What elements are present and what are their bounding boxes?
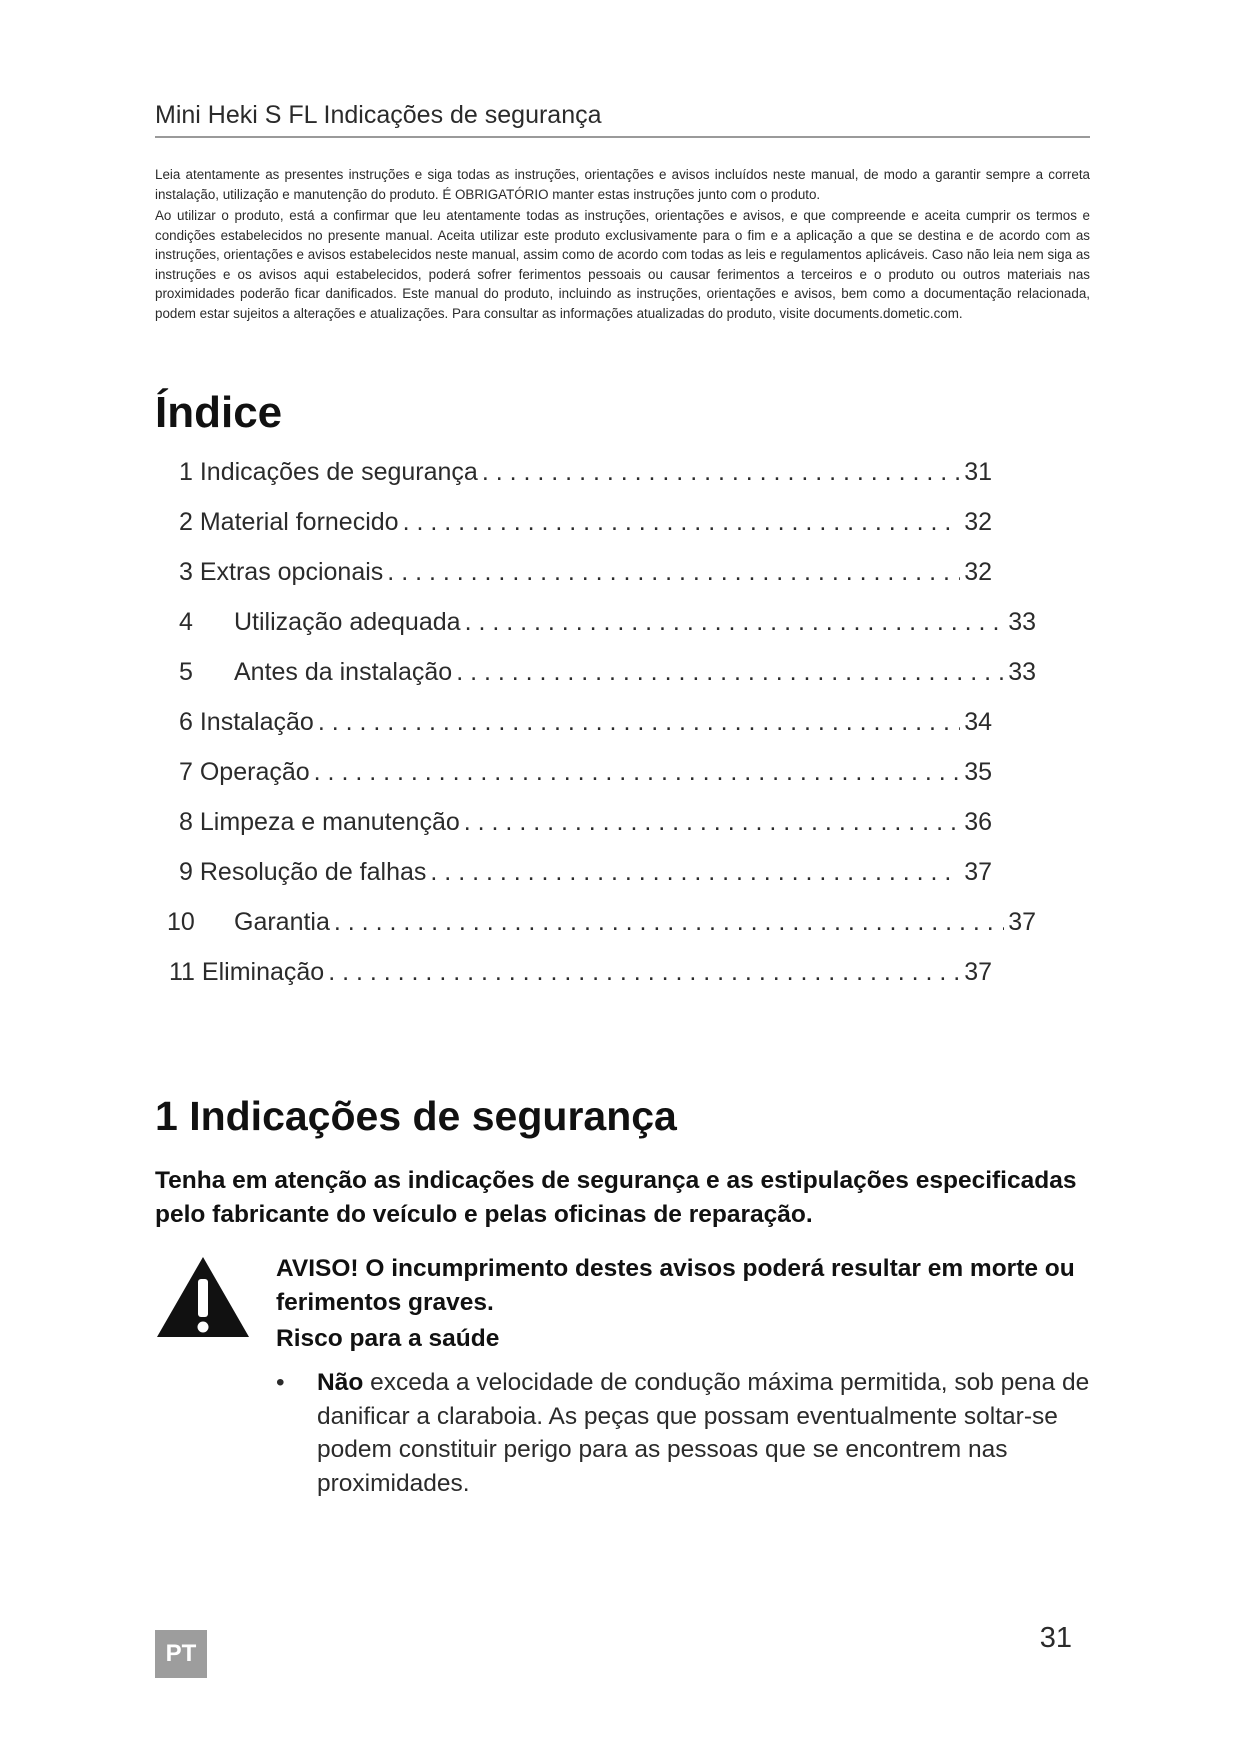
toc-entry-number: 1	[179, 458, 193, 486]
toc-leader-dots	[464, 805, 960, 839]
toc-entry-number: 5	[179, 658, 193, 686]
toc-entry-number: 6	[179, 708, 193, 736]
bullet-emphasis: Não	[317, 1369, 364, 1396]
toc-entry-page: 31	[964, 458, 992, 486]
toc-entry-number: 2	[179, 508, 193, 536]
toc-entry[interactable]	[179, 705, 992, 739]
intro-text	[155, 165, 1090, 325]
toc-leader-dots	[482, 455, 960, 489]
intro-paragraph-1: Leia atentamente as presentes instruções e siga todas as instruções, orientações e avisos incluídos neste manual, de modo a garantir sempre a correta instalação, utilização e manutenção do produto. É OBRIGATÓRIO manter estas instruções junto com o produto.	[155, 167, 1090, 202]
page-number: 31	[1039, 1622, 1072, 1654]
toc-entry-page: 37	[1008, 908, 1036, 936]
toc-entry-label: Garantia	[234, 908, 330, 936]
toc-entry-page: 34	[964, 708, 992, 736]
intro-paragraph-2: Ao utilizar o produto, está a confirmar que leu atentamente todas as instruções, orientações e avisos, e que compreende e aceita cumprir os termos e condições estabelecidos no presente manual. Aceita utilizar este produto exclusivamente para o fim e a aplicação a que se destina e de acordo com as instruções, orientações e avisos estabelecidos neste manual, assim como de acordo com todas as leis e regulamentos aplicáveis. Caso não leia nem siga as instruções e os avisos aqui estabelecidos, poderá sofrer ferimentos pessoais ou causar ferimentos a terceiros e o produto ou outros materiais nas proximidades poderão ficar danificados. Este manual do produto, incluindo as instruções, orientações e avisos, bem como a documentação relacionada, podem estar sujeitos a alterações e atualizações. Para consultar as informações atualizadas do produto, visite documents.dometic.com.	[155, 208, 1090, 321]
toc-entry-label: Instalação	[199, 708, 314, 736]
toc-entry[interactable]	[179, 605, 1036, 639]
toc-title: Índice	[155, 388, 283, 437]
toc-entry[interactable]	[179, 455, 992, 489]
toc-leader-dots	[456, 655, 1004, 689]
toc-leader-dots	[314, 755, 961, 789]
toc-entry-page: 36	[964, 808, 992, 836]
toc-entry-number: 10	[167, 908, 195, 936]
toc-entry-page: 37	[964, 858, 992, 886]
toc-entry-label: Material fornecido	[199, 508, 399, 536]
bullet-text	[317, 1366, 1090, 1500]
warning-triangle-icon	[155, 1255, 251, 1339]
toc-entry-number: 11	[169, 958, 195, 986]
toc-entry[interactable]	[179, 555, 992, 589]
toc-entry-number: 3	[179, 558, 193, 586]
toc-entry-label: Utilização adequada	[234, 608, 461, 636]
bullet-icon: •	[276, 1369, 285, 1396]
toc-entry-label: Antes da instalação	[234, 658, 453, 686]
toc-entry-page: 32	[964, 508, 992, 536]
list-item	[276, 1366, 1090, 1500]
toc-entry-page: 35	[964, 758, 992, 786]
toc-entry-page: 33	[1008, 658, 1036, 686]
toc-entry-number: 7	[179, 758, 193, 786]
toc-entry-page: 33	[1008, 608, 1036, 636]
toc-leader-dots	[387, 555, 960, 589]
risk-title: Risco para a saúde	[276, 1325, 500, 1352]
toc-leader-dots	[334, 905, 1004, 939]
toc-entry-page: 37	[964, 958, 992, 986]
toc-entry-label: Resolução de falhas	[199, 858, 427, 886]
toc-entry-number: 9	[179, 858, 193, 886]
warning-text: AVISO! O incumprimento destes avisos poderá resultar em morte ou ferimentos graves.	[276, 1255, 1075, 1316]
toc-leader-dots	[430, 855, 960, 889]
toc-entry-number: 4	[179, 608, 193, 636]
toc-entry[interactable]	[169, 955, 992, 989]
section-lead: Tenha em atenção as indicações de segurança e as estipulações especificadas pelo fabricante do veículo e pelas oficinas de reparação.	[155, 1167, 1077, 1228]
toc-entry-page: 32	[964, 558, 992, 586]
toc-entry-number: 8	[179, 808, 193, 836]
toc-entry-label: Limpeza e manutenção	[199, 808, 460, 836]
toc-entry-label: Eliminação	[201, 958, 325, 986]
toc-entry[interactable]	[167, 905, 1036, 939]
toc-leader-dots	[403, 505, 961, 539]
toc-entry-label: Operação	[199, 758, 310, 786]
toc-entry[interactable]	[179, 505, 992, 539]
toc-entry[interactable]	[179, 755, 992, 789]
section-title: 1 Indicações de segurança	[155, 1093, 677, 1139]
language-badge: PT	[155, 1630, 207, 1678]
toc-entry[interactable]	[179, 655, 1036, 689]
toc-leader-dots	[328, 955, 960, 989]
toc-entry-label: Extras opcionais	[199, 558, 384, 586]
toc-entry[interactable]	[179, 855, 992, 889]
bullet-body-text: exceda a velocidade de condução máxima permitida, sob pena de danificar a claraboia. As peças que possam eventualmente soltar-se podem constituir perigo para as pessoas que se encontrem nas proximidades.	[317, 1369, 1090, 1497]
toc-entry[interactable]	[179, 805, 992, 839]
document-page	[155, 0, 1090, 1754]
toc-entry-label: Indicações de segurança	[199, 458, 478, 486]
toc-leader-dots	[318, 705, 960, 739]
running-header: Mini Heki S FL Indicações de segurança	[155, 101, 1090, 138]
toc-leader-dots	[465, 605, 1005, 639]
